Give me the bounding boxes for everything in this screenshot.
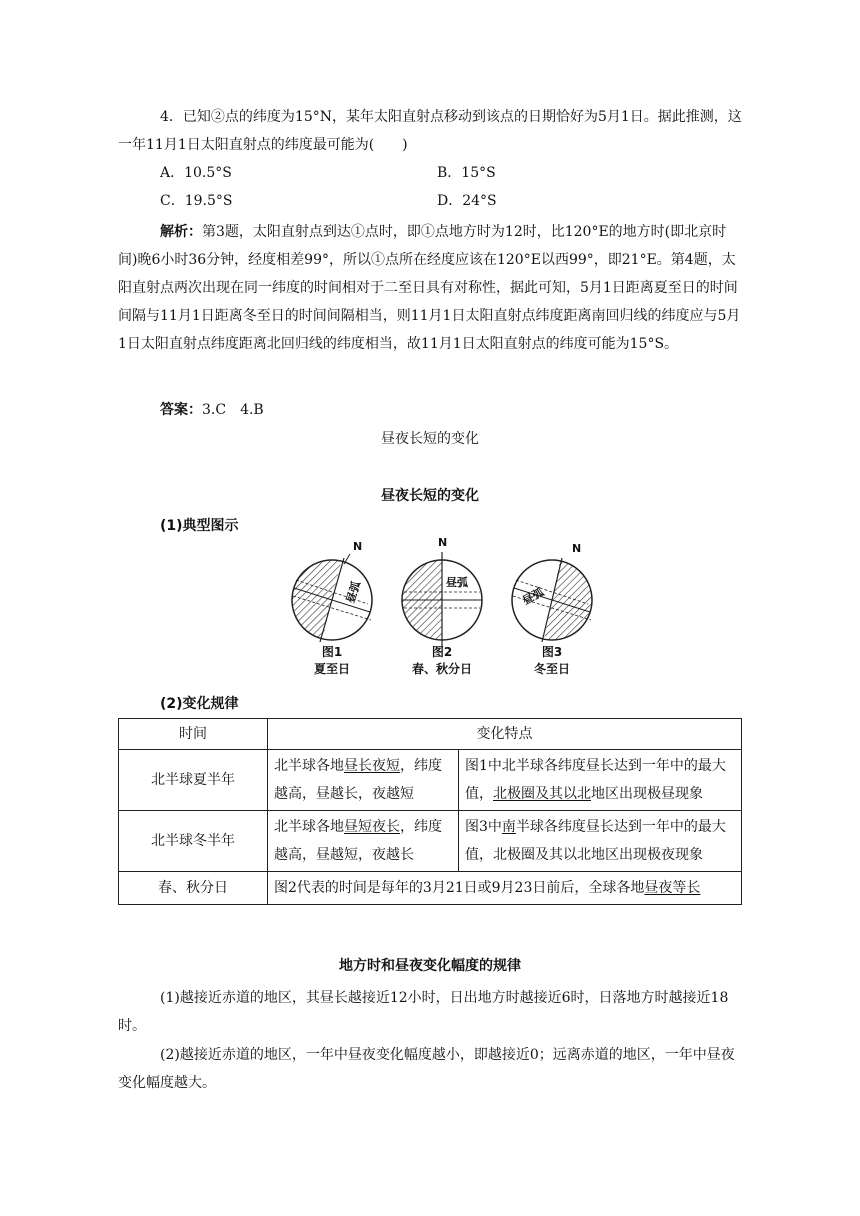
row3-time: 春、秋分日 <box>119 872 268 905</box>
subheading-typical-diagrams: (1)典型图示 <box>160 518 239 534</box>
option-b: B．15°S <box>437 165 496 181</box>
day-arc-label-1: 昼弧 <box>343 579 364 605</box>
table-row <box>119 872 742 905</box>
row2-feature: 北半球各地昼短夜长，纬度越高，昼越短，夜越长 <box>268 811 459 872</box>
globe-equinox <box>400 552 482 648</box>
row2-detail: 图3中南半球各纬度昼长达到一年中的最大值，北极圈及其以北地区出现极夜现象 <box>459 811 742 872</box>
figure-2-caption: 图2 春、秋分日 <box>411 645 472 676</box>
figure-1-caption: 图1 夏至日 <box>313 645 350 676</box>
rule-1: (1)越接近赤道的地区，其昼长越接近12小时，日出地方时越接近6时，日落地方时越接近18时。 <box>118 990 729 1034</box>
globe-figures <box>280 540 610 650</box>
option-c: C．19.5°S <box>160 193 233 209</box>
answer-line <box>118 396 742 424</box>
variation-table <box>118 718 742 905</box>
analysis-text: 第3题，太阳直射点到达①点时，即①点地方时为12时，比120°E的地方时(即北京时间)晚6小时36分钟，经度相差99°，所以①点所在经度应该在120°E以西99°，即21°E。第4题，太阳直射点两次出现在同一纬度的时间相对于二至日具有对称性，据此可知，5月1日距离夏至日的时间间隔与11月1日距离冬至日的时间间隔相当，则11月1日太阳直射点纬度距离南回归线的纬度应与5月1日太阳直射点纬度距离北回归线的纬度相当，故11月1日太阳直射点的纬度可能为15°S。 <box>118 224 741 352</box>
row3-feature: 图2代表的时间是每年的3月21日或9月23日前后，全球各地昼夜等长 <box>268 872 742 905</box>
analysis-label: 解析： <box>160 224 202 240</box>
north-label-3: N <box>572 542 582 555</box>
answer-text: 3.C 4.B <box>202 402 264 418</box>
section-title-plain: 昼夜长短的变化 <box>381 431 479 447</box>
figure-3-caption: 图3 冬至日 <box>533 645 570 676</box>
day-night-diagram <box>280 536 610 685</box>
subheading-variation-rules: (2)变化规律 <box>160 696 239 712</box>
day-arc-label-3: 昼弧 <box>520 585 546 608</box>
section2-title: 地方时和昼夜变化幅度的规律 <box>339 958 521 974</box>
row1-time: 北半球夏半年 <box>119 750 268 811</box>
table-header-row <box>119 719 742 750</box>
row2-time: 北半球冬半年 <box>119 811 268 872</box>
rule-2: (2)越接近赤道的地区，一年中昼夜变化幅度越小，即越接近0；远离赤道的地区，一年中昼夜变化幅度越大。 <box>118 1047 735 1091</box>
question-4: 4．已知②点的纬度为15°N，某年太阳直射点移动到该点的日期恰好为5月1日。据此推测，这一年11月1日太阳直射点的纬度最可能为( ) <box>118 109 742 153</box>
north-label-1: N <box>353 540 363 553</box>
north-label-2: N <box>438 536 448 549</box>
option-a: A．10.5°S <box>160 165 232 181</box>
row1-feature: 北半球各地昼长夜短，纬度越高，昼越长，夜越短 <box>268 750 459 811</box>
day-arc-label-2: 昼弧 <box>446 576 468 589</box>
header-features: 变化特点 <box>268 719 742 750</box>
table-row <box>119 811 742 872</box>
option-d: D．24°S <box>437 193 497 209</box>
header-time: 时间 <box>119 719 268 750</box>
table-row <box>119 750 742 811</box>
section-title-bold: 昼夜长短的变化 <box>381 488 479 504</box>
row1-detail: 图1中北半球各纬度昼长达到一年中的最大值，北极圈及其以北地区出现极昼现象 <box>459 750 742 811</box>
analysis-paragraph <box>118 218 742 358</box>
answer-label: 答案： <box>160 402 202 418</box>
